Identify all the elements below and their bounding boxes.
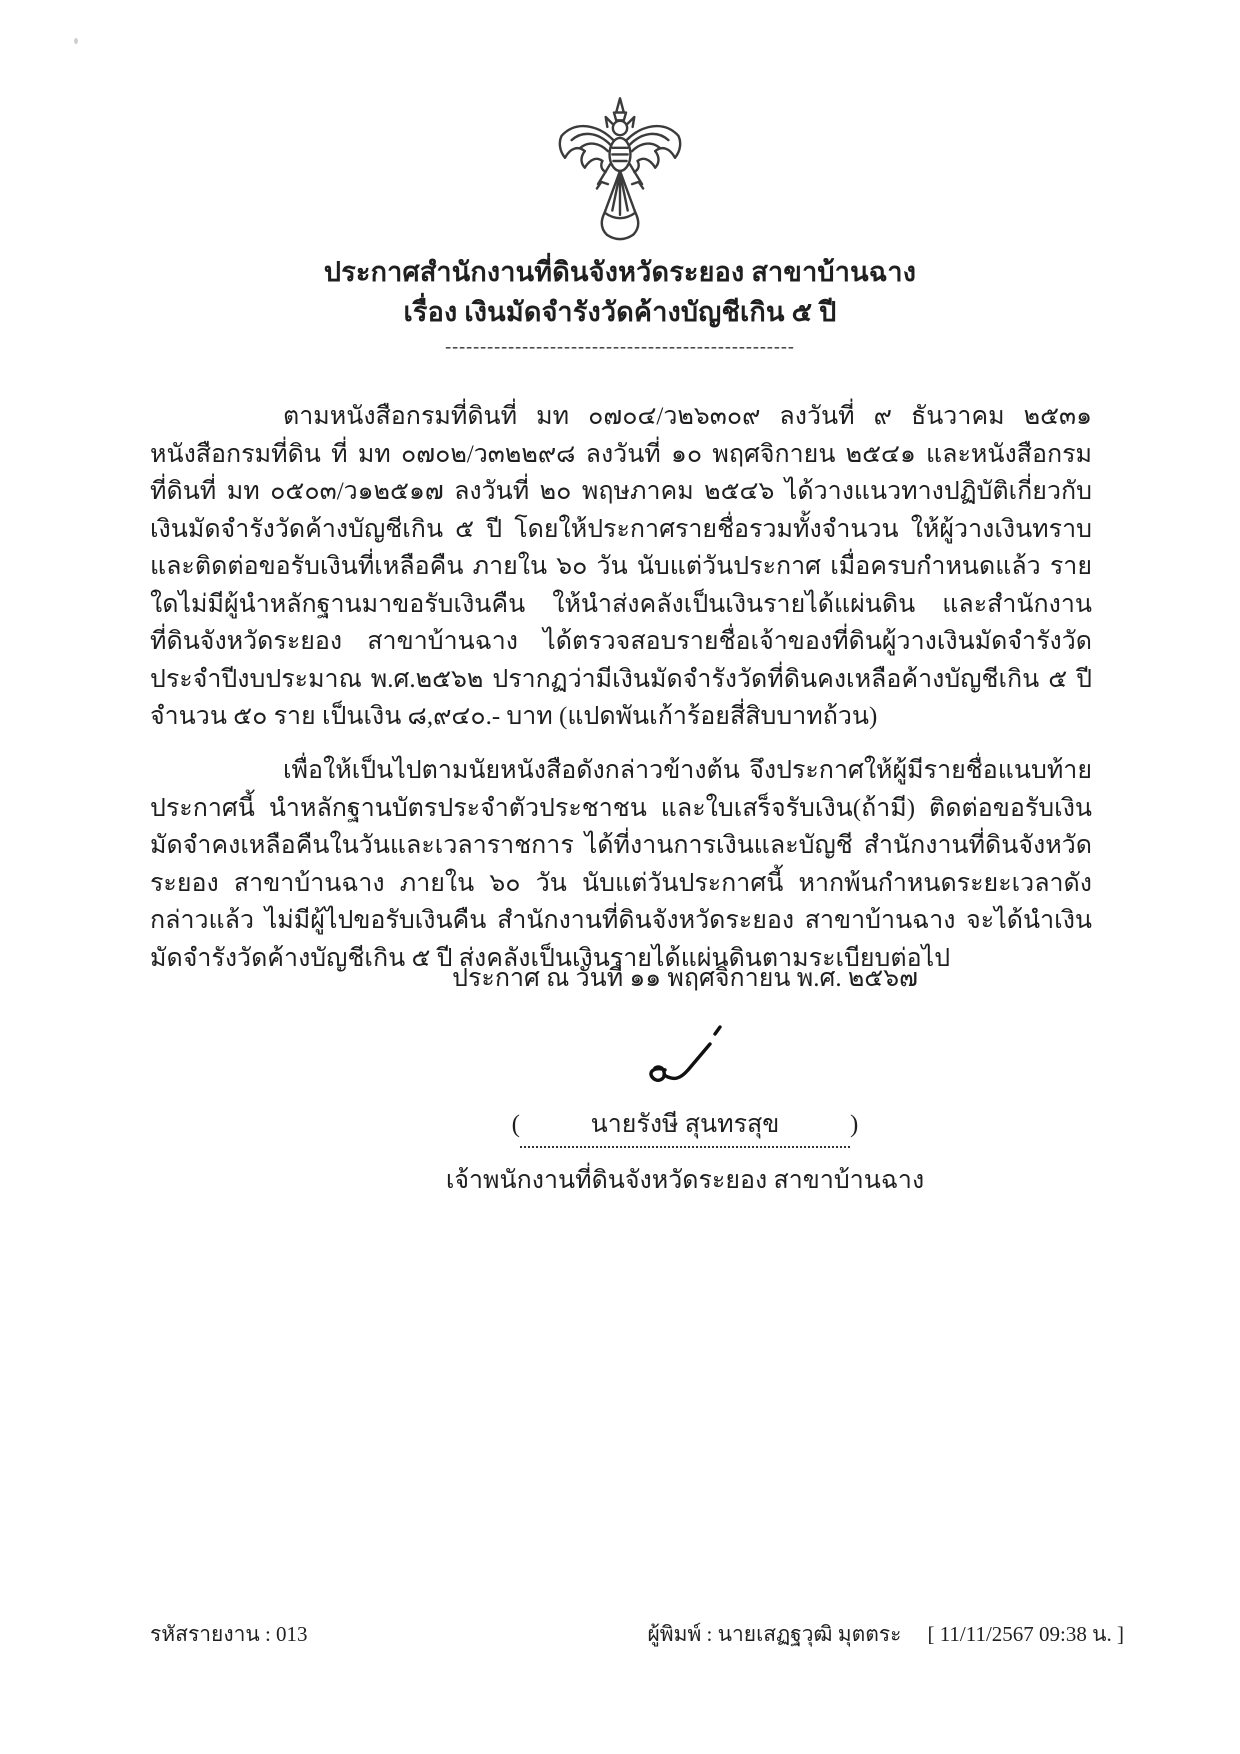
dashed-divider: -------------------------------------------------- <box>445 336 795 356</box>
report-code: รหัสรายงาน : 013 <box>150 1622 308 1646</box>
signatory-name-line <box>130 1104 1240 1148</box>
signatory-name: นายรังษี สุนทรสุข <box>520 1104 850 1148</box>
signature-block <box>0 1018 1240 1200</box>
open-paren: ( <box>511 1111 520 1138</box>
printed-by: ผู้พิมพ์ : นายเสฏฐวุฒิ มุตตระ <box>647 1622 902 1646</box>
title-subject-line: เรื่อง เงินมัดจำรังวัดค้างบัญชีเกิน ๕ ปี <box>403 297 837 327</box>
close-paren: ) <box>850 1111 859 1138</box>
garuda-emblem-icon <box>554 96 686 253</box>
title-office-line: ประกาศสำนักงานที่ดินจังหวัดระยอง สาขาบ้านฉาง <box>323 257 917 287</box>
signatory-position: เจ้าพนักงานที่ดินจังหวัดระยอง สาขาบ้านฉาง <box>445 1167 925 1194</box>
paragraph-instructions: เพื่อให้เป็นไปตามนัยหนังสือดังกล่าวข้างต้น จึงประกาศให้ผู้มีรายชื่อแนบท้ายประกาศนี้ นำหลักฐานบัตรประจำตัวประชาชน และใบเสร็จรับเงิน(ถ้ามี) ติดต่อขอรับเงินมัดจำคงเหลือคืนในวันและเวลาราชการ ได้ที่งานการเงินและบัญชี สำนักงานที่ดินจังหวัดระยอง สาขาบ้านฉาง ภายใน ๖๐ วัน นับแต่วันประกาศนี้ หากพ้นกำหนดระยะเวลาดังกล่าวแล้ว ไม่มีผู้ไปขอรับเงินคืน สำนักงานที่ดินจังหวัดระยอง สาขาบ้านฉาง จะได้นำเงินมัดจำรังวัดค้างบัญชีเกิน ๕ ปี ส่งคลังเป็นเงินรายได้แผ่นดินตามระเบียบต่อไป <box>150 757 1092 972</box>
emblem-container <box>0 96 1240 253</box>
announcement-date-line: ประกาศ ณ วันที่ ๑๑ พฤศจิกายน พ.ศ. ๒๕๖๗ <box>452 965 918 992</box>
handwritten-signature-icon <box>130 1018 1240 1104</box>
title-block <box>0 252 1240 332</box>
paragraph-references: ตามหนังสือกรมที่ดินที่ มท ๐๗๐๔/ว๒๖๓๐๙ ลงวันที่ ๙ ธันวาคม ๒๕๓๑ หนังสือกรมที่ดิน ที่ มท ๐๗๐๒/ว๓๒๒๙๘ ลงวันที่ ๑๐ พฤศจิกายน ๒๕๔๑ และหนังสือกรมที่ดินที่ มท ๐๕๐๓/ว๑๒๕๑๗ ลงวันที่ ๒๐ พฤษภาคม ๒๕๔๖ ได้วางแนวทางปฏิบัติเกี่ยวกับเงินมัดจำรังวัดค้างบัญชีเกิน ๕ ปี โดยให้ประกาศรายชื่อรวมทั้งจำนวน ให้ผู้วางเงินทราบและติดต่อขอรับเงินที่เหลือคืน ภายใน ๖๐ วัน นับแต่วันประกาศ เมื่อครบกำหนดแล้ว รายใดไม่มีผู้นำหลักฐานมาขอรับเงินคืน ให้นำส่งคลังเป็นเงินรายได้แผ่นดิน และสำนักงานที่ดินจังหวัดระยอง สาขาบ้านฉาง ได้ตรวจสอบรายชื่อเจ้าของที่ดินผู้วางเงินมัดจำรังวัด ประจำปีงบประมาณ พ.ศ.๒๕๖๒ ปรากฏว่ามีเงินมัดจำรังวัดที่ดินคงเหลือค้างบัญชีเกิน ๕ ปี จำนวน ๕๐ ราย เป็นเงิน ๘,๙๔๐.- บาท (แปดพันเก้าร้อยสี่สิบบาทถ้วน) <box>150 403 1092 730</box>
print-timestamp: [ 11/11/2567 09:38 น. ] <box>927 1622 1124 1646</box>
paper-speck <box>74 38 78 44</box>
print-footer <box>150 1618 1124 1651</box>
